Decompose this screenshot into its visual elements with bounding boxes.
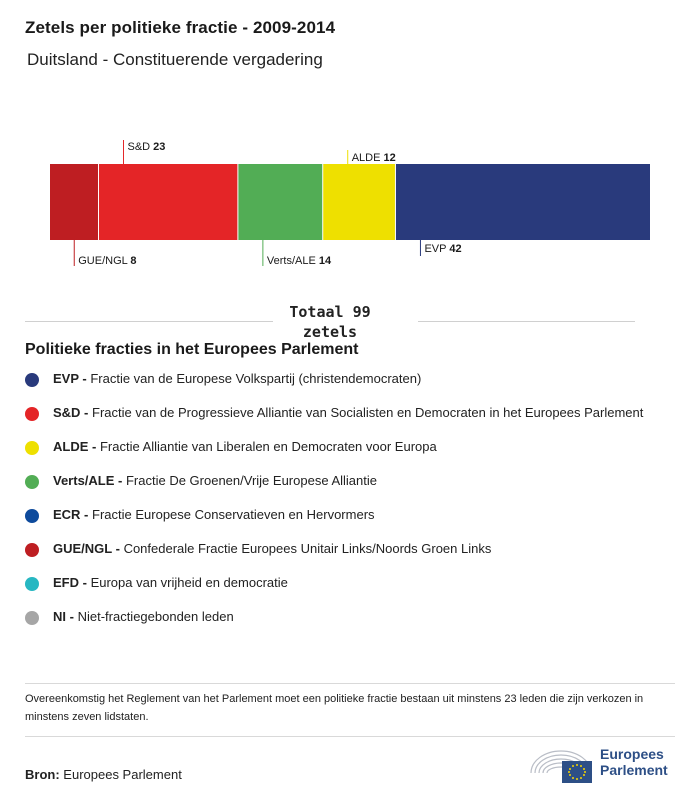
total-seats — [25, 300, 635, 342]
chart-title: Zetels per politieke fractie - 2009-2014 — [25, 18, 336, 37]
legend-text: Fractie van de Progressieve Alliantie van Socialisten en Democraten in het Europees Parlement — [92, 405, 644, 420]
data-label — [127, 141, 165, 153]
legend-text: Fractie De Groenen/Vrije Europese Alliantie — [125, 473, 377, 488]
legend-dot — [25, 407, 39, 421]
chart-subtitle: Duitsland - Constituerende vergadering — [27, 50, 323, 69]
legend-item — [25, 404, 665, 422]
divider-top — [25, 683, 675, 684]
data-label-name: S&D — [127, 141, 154, 153]
legend-item — [25, 506, 665, 524]
legend-dot — [25, 441, 39, 455]
legend-abbr: ECR - — [53, 507, 89, 522]
legend-text: Confederale Fractie Europees Unitair Links/Noords Groen Links — [123, 541, 492, 556]
total-line2: zetels — [302, 323, 358, 341]
data-label — [352, 152, 396, 164]
total-label — [25, 302, 635, 342]
legend-abbr: EFD - — [53, 575, 87, 590]
legend-text: Fractie Europese Conservatieven en Hervormers — [92, 507, 375, 522]
divider-bottom — [25, 736, 675, 737]
source-value: Europees Parlement — [63, 767, 182, 782]
legend-abbr: ALDE - — [53, 439, 97, 454]
source-label: Bron: — [25, 767, 60, 782]
data-label-value: 8 — [130, 255, 137, 267]
data-label-name: ALDE — [351, 152, 384, 164]
legend-dot — [25, 543, 39, 557]
legend-dot — [25, 475, 39, 489]
legend-abbr: NI - — [53, 609, 74, 624]
legend-dot — [25, 611, 39, 625]
legend-dot — [25, 509, 39, 523]
logo-wordmark — [600, 746, 668, 778]
legend-abbr: S&D - — [53, 405, 89, 420]
data-label-value: 12 — [383, 152, 396, 164]
legend-text: Fractie Alliantie van Liberalen en Democraten voor Europa — [99, 439, 437, 454]
legend-item — [25, 472, 665, 490]
data-label-value: 14 — [318, 255, 332, 267]
legend-item — [25, 438, 665, 456]
legend-abbr: Verts/ALE - — [53, 473, 123, 488]
legend — [25, 370, 665, 642]
data-label-value: 42 — [449, 243, 462, 255]
logo-line2: Parlement — [600, 762, 668, 778]
data-label — [424, 243, 461, 255]
data-label-value: 23 — [153, 141, 166, 153]
total-line1: Totaal 99 — [289, 303, 371, 321]
data-label-name: EVP — [424, 243, 450, 255]
bar-segment-alde — [323, 164, 396, 240]
legend-abbr: GUE/NGL - — [53, 541, 120, 556]
bar-segment-gue-ngl — [50, 164, 98, 240]
bar-segment-s-d — [98, 164, 237, 240]
logo-line1: Europees — [600, 746, 664, 762]
data-label — [78, 255, 136, 267]
hemicycle-flag-icon — [528, 743, 594, 785]
legend-dot — [25, 577, 39, 591]
ep-logo — [528, 743, 678, 785]
data-label-name: Verts/ALE — [266, 255, 319, 267]
legend-text: Niet-fractiegebonden leden — [77, 609, 234, 624]
legend-abbr: EVP - — [53, 371, 87, 386]
bar-segment-evp — [395, 164, 650, 240]
data-label-name: GUE/NGL — [78, 255, 131, 267]
legend-text: Europa van vrijheid en democratie — [90, 575, 288, 590]
legend-item — [25, 370, 665, 388]
legend-item — [25, 608, 665, 626]
footnote: Overeenkomstig het Reglement van het Parlement moet een politieke fractie bestaan uit minstens 23 leden die zijn verkozen in minstens zeven lidstaten. — [25, 693, 644, 723]
bar-segment-verts-ale — [238, 164, 323, 240]
legend-item — [25, 574, 665, 592]
data-label — [267, 255, 332, 267]
legend-item — [25, 540, 665, 558]
legend-title: Politieke fracties in het Europees Parlement — [25, 341, 359, 358]
legend-dot — [25, 373, 39, 387]
source — [25, 767, 182, 782]
stacked-bar-chart — [0, 130, 700, 285]
legend-text: Fractie van de Europese Volkspartij (christendemocraten) — [90, 371, 422, 386]
